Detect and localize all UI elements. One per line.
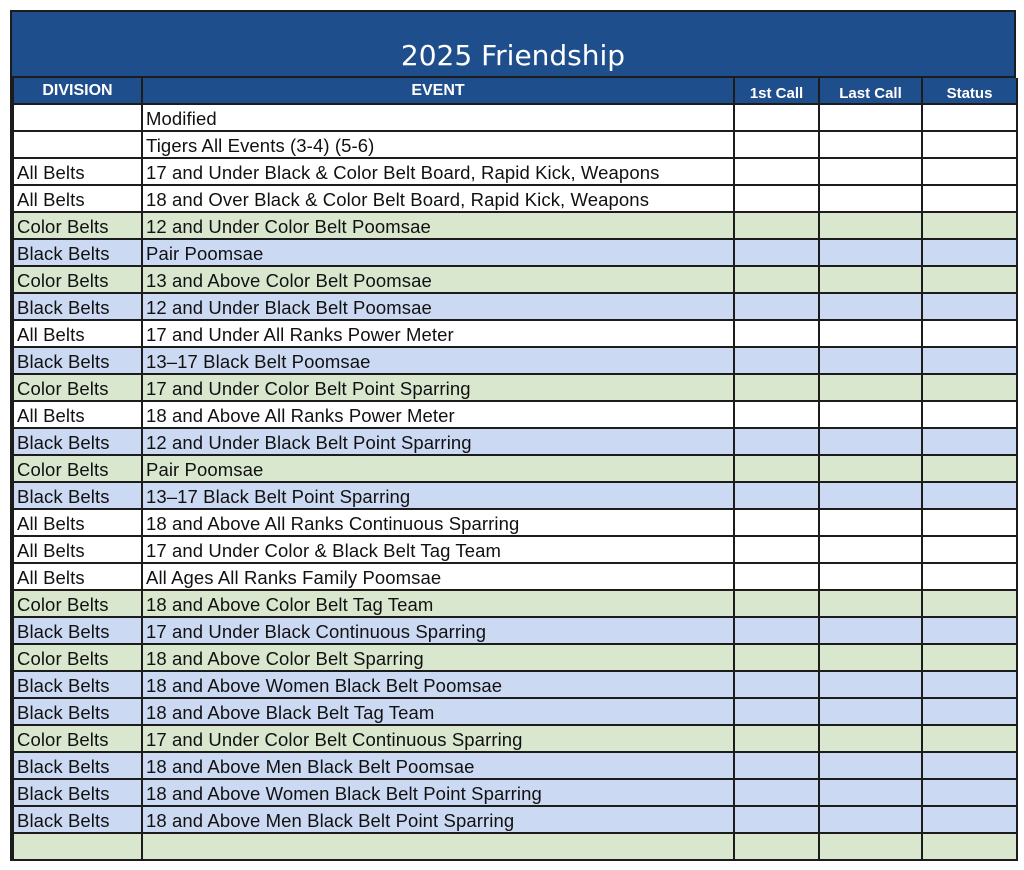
table-row [13, 698, 1017, 725]
division-column-header: DIVISION [13, 78, 142, 104]
first-call-cell[interactable] [734, 428, 819, 455]
division-cell[interactable]: Color Belts [13, 266, 142, 293]
last-call-cell[interactable] [819, 374, 922, 401]
header-row [13, 78, 1017, 104]
first-call-cell[interactable] [734, 374, 819, 401]
first-call-column-header: 1st Call [734, 78, 819, 104]
last-call-cell[interactable] [819, 833, 922, 860]
event-cell[interactable]: 18 and Above All Ranks Power Meter [142, 401, 734, 428]
table-row [13, 401, 1017, 428]
first-call-cell[interactable] [734, 671, 819, 698]
division-cell[interactable]: All Belts [13, 320, 142, 347]
status-cell[interactable] [922, 536, 1017, 563]
status-column-header: Status [922, 78, 1017, 104]
table-row [13, 617, 1017, 644]
table-row [13, 509, 1017, 536]
event-cell[interactable]: 13–17 Black Belt Poomsae [142, 347, 734, 374]
status-cell[interactable] [922, 158, 1017, 185]
table-row [13, 239, 1017, 266]
last-call-cell[interactable] [819, 428, 922, 455]
first-call-cell[interactable] [734, 185, 819, 212]
event-cell[interactable]: Modified [142, 104, 734, 131]
table-row [13, 347, 1017, 374]
event-cell[interactable]: 17 and Under Color Belt Point Sparring [142, 374, 734, 401]
first-call-cell[interactable] [734, 833, 819, 860]
division-cell[interactable]: All Belts [13, 563, 142, 590]
event-cell[interactable]: 18 and Above Color Belt Tag Team [142, 590, 734, 617]
last-call-cell[interactable] [819, 671, 922, 698]
table-row [13, 104, 1017, 131]
status-cell[interactable] [922, 104, 1017, 131]
status-cell[interactable] [922, 509, 1017, 536]
last-call-cell[interactable] [819, 752, 922, 779]
last-call-cell[interactable] [819, 239, 922, 266]
status-cell[interactable] [922, 482, 1017, 509]
last-call-cell[interactable] [819, 266, 922, 293]
first-call-cell[interactable] [734, 698, 819, 725]
event-cell[interactable]: 18 and Above Black Belt Tag Team [142, 698, 734, 725]
status-cell[interactable] [922, 563, 1017, 590]
division-cell[interactable] [13, 104, 142, 131]
last-call-cell[interactable] [819, 563, 922, 590]
division-cell[interactable]: Color Belts [13, 374, 142, 401]
table-row [13, 725, 1017, 752]
division-cell[interactable]: Black Belts [13, 698, 142, 725]
last-call-cell[interactable] [819, 212, 922, 239]
status-cell[interactable] [922, 752, 1017, 779]
status-cell[interactable] [922, 428, 1017, 455]
first-call-cell[interactable] [734, 401, 819, 428]
division-cell[interactable]: Black Belts [13, 806, 142, 833]
first-call-cell[interactable] [734, 104, 819, 131]
event-cell[interactable]: 18 and Above Color Belt Sparring [142, 644, 734, 671]
status-cell[interactable] [922, 725, 1017, 752]
division-cell[interactable]: Color Belts [13, 644, 142, 671]
last-call-cell[interactable] [819, 293, 922, 320]
sheet-title: 2025 Friendship [12, 12, 1014, 78]
event-cell[interactable]: 12 and Under Black Belt Point Sparring [142, 428, 734, 455]
event-cell[interactable]: All Ages All Ranks Family Poomsae [142, 563, 734, 590]
first-call-cell[interactable] [734, 131, 819, 158]
status-cell[interactable] [922, 806, 1017, 833]
event-cell[interactable]: 12 and Under Black Belt Poomsae [142, 293, 734, 320]
last-call-cell[interactable] [819, 698, 922, 725]
last-call-cell[interactable] [819, 158, 922, 185]
status-cell[interactable] [922, 671, 1017, 698]
last-call-cell[interactable] [819, 536, 922, 563]
first-call-cell[interactable] [734, 482, 819, 509]
last-call-cell[interactable] [819, 185, 922, 212]
first-call-cell[interactable] [734, 320, 819, 347]
last-call-cell[interactable] [819, 590, 922, 617]
table-row [13, 482, 1017, 509]
first-call-cell[interactable] [734, 752, 819, 779]
event-cell[interactable]: 18 and Above All Ranks Continuous Sparring [142, 509, 734, 536]
first-call-cell[interactable] [734, 266, 819, 293]
status-cell[interactable] [922, 347, 1017, 374]
status-cell[interactable] [922, 131, 1017, 158]
division-cell[interactable]: Black Belts [13, 752, 142, 779]
division-cell[interactable]: Black Belts [13, 671, 142, 698]
last-call-cell[interactable] [819, 104, 922, 131]
division-cell[interactable]: Black Belts [13, 239, 142, 266]
event-cell[interactable]: 17 and Under Color & Black Belt Tag Team [142, 536, 734, 563]
last-call-cell[interactable] [819, 725, 922, 752]
event-cell[interactable]: 18 and Above Women Black Belt Poomsae [142, 671, 734, 698]
division-cell[interactable]: All Belts [13, 158, 142, 185]
division-cell[interactable]: Color Belts [13, 212, 142, 239]
last-call-cell[interactable] [819, 455, 922, 482]
first-call-cell[interactable] [734, 509, 819, 536]
first-call-cell[interactable] [734, 725, 819, 752]
last-call-cell[interactable] [819, 131, 922, 158]
first-call-cell[interactable] [734, 590, 819, 617]
event-cell[interactable]: 13–17 Black Belt Point Sparring [142, 482, 734, 509]
status-cell[interactable] [922, 617, 1017, 644]
table-row [13, 779, 1017, 806]
status-cell[interactable] [922, 212, 1017, 239]
table-row [13, 752, 1017, 779]
event-cell[interactable]: 17 and Under Black & Color Belt Board, Rapid Kick, Weapons [142, 158, 734, 185]
first-call-cell[interactable] [734, 644, 819, 671]
status-cell[interactable] [922, 266, 1017, 293]
last-call-cell[interactable] [819, 320, 922, 347]
status-cell[interactable] [922, 401, 1017, 428]
event-cell[interactable]: 18 and Over Black & Color Belt Board, Rapid Kick, Weapons [142, 185, 734, 212]
status-cell[interactable] [922, 374, 1017, 401]
status-cell[interactable] [922, 185, 1017, 212]
table-row [13, 131, 1017, 158]
last-call-column-header: Last Call [819, 78, 922, 104]
division-cell[interactable]: Color Belts [13, 455, 142, 482]
last-call-cell[interactable] [819, 509, 922, 536]
division-cell[interactable]: All Belts [13, 401, 142, 428]
table-row [13, 185, 1017, 212]
table-row [13, 563, 1017, 590]
last-call-cell[interactable] [819, 482, 922, 509]
event-cell[interactable]: Pair Poomsae [142, 455, 734, 482]
division-cell[interactable]: Black Belts [13, 347, 142, 374]
division-cell[interactable]: All Belts [13, 185, 142, 212]
event-cell[interactable]: 18 and Above Women Black Belt Point Sparring [142, 779, 734, 806]
first-call-cell[interactable] [734, 779, 819, 806]
table-row [13, 428, 1017, 455]
table-row [13, 833, 1017, 860]
status-cell[interactable] [922, 833, 1017, 860]
status-cell[interactable] [922, 779, 1017, 806]
first-call-cell[interactable] [734, 239, 819, 266]
first-call-cell[interactable] [734, 347, 819, 374]
division-cell[interactable] [13, 833, 142, 860]
division-cell[interactable]: Black Belts [13, 482, 142, 509]
last-call-cell[interactable] [819, 401, 922, 428]
event-cell[interactable]: 17 and Under Color Belt Continuous Sparring [142, 725, 734, 752]
table-row [13, 536, 1017, 563]
status-cell[interactable] [922, 698, 1017, 725]
table-row [13, 455, 1017, 482]
first-call-cell[interactable] [734, 455, 819, 482]
table-row [13, 293, 1017, 320]
division-cell[interactable]: Black Belts [13, 617, 142, 644]
table-row [13, 212, 1017, 239]
event-column-header: EVENT [142, 78, 734, 104]
table-row [13, 806, 1017, 833]
division-cell[interactable]: All Belts [13, 536, 142, 563]
schedule-sheet [10, 10, 1016, 861]
division-cell[interactable]: Color Belts [13, 725, 142, 752]
table-row [13, 644, 1017, 671]
table-row [13, 266, 1017, 293]
last-call-cell[interactable] [819, 617, 922, 644]
table-row [13, 320, 1017, 347]
first-call-cell[interactable] [734, 212, 819, 239]
first-call-cell[interactable] [734, 563, 819, 590]
table-row [13, 158, 1017, 185]
table-row [13, 374, 1017, 401]
status-cell[interactable] [922, 590, 1017, 617]
event-cell[interactable]: 17 and Under All Ranks Power Meter [142, 320, 734, 347]
table-row [13, 590, 1017, 617]
status-cell[interactable] [922, 239, 1017, 266]
event-cell[interactable]: 12 and Under Color Belt Poomsae [142, 212, 734, 239]
event-cell[interactable]: Tigers All Events (3-4) (5-6) [142, 131, 734, 158]
event-cell[interactable]: Pair Poomsae [142, 239, 734, 266]
status-cell[interactable] [922, 644, 1017, 671]
status-cell[interactable] [922, 293, 1017, 320]
last-call-cell[interactable] [819, 779, 922, 806]
status-cell[interactable] [922, 320, 1017, 347]
first-call-cell[interactable] [734, 806, 819, 833]
division-cell[interactable]: Color Belts [13, 590, 142, 617]
first-call-cell[interactable] [734, 293, 819, 320]
first-call-cell[interactable] [734, 536, 819, 563]
first-call-cell[interactable] [734, 158, 819, 185]
first-call-cell[interactable] [734, 617, 819, 644]
event-cell[interactable]: 17 and Under Black Continuous Sparring [142, 617, 734, 644]
division-cell[interactable]: Black Belts [13, 779, 142, 806]
division-cell[interactable]: Black Belts [13, 428, 142, 455]
division-cell[interactable]: Black Belts [13, 293, 142, 320]
event-cell[interactable] [142, 833, 734, 860]
division-cell[interactable]: All Belts [13, 509, 142, 536]
last-call-cell[interactable] [819, 806, 922, 833]
event-cell[interactable]: 18 and Above Men Black Belt Point Sparring [142, 806, 734, 833]
event-cell[interactable]: 18 and Above Men Black Belt Poomsae [142, 752, 734, 779]
last-call-cell[interactable] [819, 644, 922, 671]
event-cell[interactable]: 13 and Above Color Belt Poomsae [142, 266, 734, 293]
event-table [12, 78, 1018, 861]
status-cell[interactable] [922, 455, 1017, 482]
table-row [13, 671, 1017, 698]
last-call-cell[interactable] [819, 347, 922, 374]
division-cell[interactable] [13, 131, 142, 158]
